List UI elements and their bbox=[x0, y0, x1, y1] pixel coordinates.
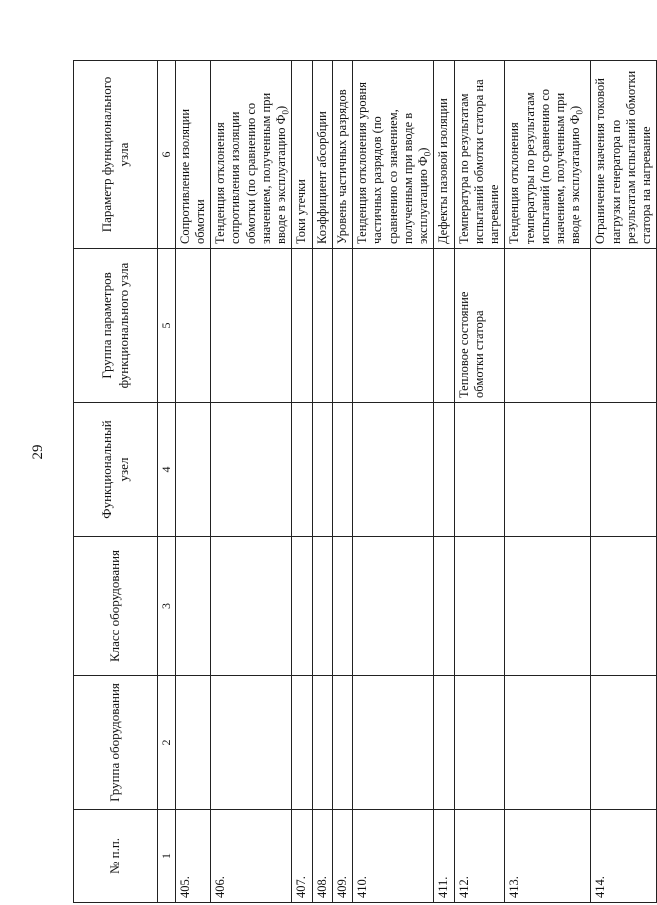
parameter-cell bbox=[211, 61, 292, 249]
equipment-group-cell bbox=[505, 676, 591, 810]
row-number: 411. bbox=[434, 810, 454, 903]
parameter-group-cell bbox=[312, 249, 332, 403]
parameter-group-cell bbox=[353, 249, 434, 403]
column-number: 4 bbox=[158, 403, 176, 537]
equipment-group-cell bbox=[591, 676, 657, 810]
header-parameter-group: Группа параметров функционального узла bbox=[74, 249, 158, 403]
column-number-row bbox=[158, 61, 176, 903]
equipment-class-cell bbox=[434, 537, 454, 676]
equipment-class-cell bbox=[312, 537, 332, 676]
parameter-group-cell bbox=[175, 249, 211, 403]
functional-node-cell bbox=[211, 403, 292, 537]
parameter-group-cell bbox=[591, 249, 657, 403]
row-number: 407. bbox=[292, 810, 312, 903]
table-row bbox=[312, 61, 332, 903]
column-number: 1 bbox=[158, 810, 176, 903]
parameter-text-end: ) bbox=[416, 147, 431, 152]
row-number: 405. bbox=[175, 810, 211, 903]
row-number: 414. bbox=[591, 810, 657, 903]
header-equipment-class: Класс оборудования bbox=[74, 537, 158, 676]
parameter-subscript: 0 bbox=[280, 110, 291, 115]
equipment-class-cell bbox=[332, 537, 352, 676]
column-number: 6 bbox=[158, 61, 176, 249]
parameter-subscript: 0 bbox=[422, 151, 433, 157]
equipment-group-cell bbox=[312, 676, 332, 810]
functional-node-cell bbox=[292, 403, 312, 537]
equipment-class-cell bbox=[175, 537, 211, 676]
equipment-class-cell bbox=[292, 537, 312, 676]
table-row bbox=[292, 61, 312, 903]
row-number: 409. bbox=[332, 810, 352, 903]
functional-node-cell bbox=[505, 403, 591, 537]
table-row bbox=[591, 61, 657, 903]
equipment-group-cell bbox=[353, 676, 434, 810]
parameter-cell: Температура по результатам испытаний обмотки статора на нагревание bbox=[454, 61, 505, 249]
parameter-group-cell bbox=[434, 249, 454, 403]
table-row bbox=[505, 61, 591, 903]
row-number: 413. bbox=[505, 810, 591, 903]
parameter-text-end: ) bbox=[568, 105, 583, 111]
table-rotated-container bbox=[73, 61, 654, 903]
functional-node-cell bbox=[353, 403, 434, 537]
table-row bbox=[353, 61, 434, 903]
table-row bbox=[434, 61, 454, 903]
equipment-class-cell bbox=[591, 537, 657, 676]
parameters-table bbox=[73, 60, 657, 903]
parameter-text-end: ) bbox=[274, 105, 289, 111]
header-equipment-group: Группа оборудования bbox=[74, 676, 158, 810]
row-number: 410. bbox=[353, 810, 434, 903]
header-row bbox=[74, 61, 158, 903]
page-number: 29 bbox=[30, 444, 46, 460]
column-number: 2 bbox=[158, 676, 176, 810]
column-number: 5 bbox=[158, 249, 176, 403]
row-number: 408. bbox=[312, 810, 332, 903]
parameter-text: Тенденция отклонения температуры по результатам испытаний (по сравнению со значением, полученным при вводе в эксплуатацию Ф bbox=[507, 88, 583, 244]
functional-node-cell bbox=[454, 403, 505, 537]
functional-node-cell bbox=[591, 403, 657, 537]
parameter-cell: Дефекты пазовой изоляции bbox=[434, 61, 454, 249]
parameter-cell: Сопротивление изоляции обмотки bbox=[175, 61, 211, 249]
header-parameter: Параметр функционального узла bbox=[74, 61, 158, 249]
parameter-cell: Токи утечки bbox=[292, 61, 312, 249]
parameter-group-cell bbox=[505, 249, 591, 403]
equipment-group-cell bbox=[332, 676, 352, 810]
table-row bbox=[332, 61, 352, 903]
row-number: 412. bbox=[454, 810, 505, 903]
equipment-class-cell bbox=[353, 537, 434, 676]
functional-node-cell bbox=[332, 403, 352, 537]
equipment-group-cell bbox=[454, 676, 505, 810]
parameter-group-cell bbox=[332, 249, 352, 403]
parameter-cell: Уровень частичных разрядов bbox=[332, 61, 352, 249]
parameter-cell: Ограничение значения токовой нагрузки генератора по результатам испытаний обмотки статора на нагревание bbox=[591, 61, 657, 249]
parameter-subscript: 0 bbox=[574, 110, 585, 115]
parameter-group-cell bbox=[211, 249, 292, 403]
equipment-class-cell bbox=[505, 537, 591, 676]
parameter-group-cell bbox=[292, 249, 312, 403]
parameter-cell bbox=[505, 61, 591, 249]
parameter-cell bbox=[353, 61, 434, 249]
header-num: № п.п. bbox=[74, 810, 158, 903]
functional-node-cell bbox=[175, 403, 211, 537]
equipment-class-cell bbox=[454, 537, 505, 676]
equipment-group-cell bbox=[292, 676, 312, 810]
equipment-group-cell bbox=[434, 676, 454, 810]
parameter-text: Тенденция отклонения уровня частичных разрядов (по сравнению со значением, полученным при вводе в эксплуатацию Ф bbox=[355, 82, 431, 244]
row-number: 406. bbox=[211, 810, 292, 903]
functional-node-cell bbox=[312, 403, 332, 537]
table-row bbox=[175, 61, 211, 903]
table-row bbox=[454, 61, 505, 903]
functional-node-cell bbox=[434, 403, 454, 537]
parameter-cell: Коэффициент абсорбции bbox=[312, 61, 332, 249]
parameter-text: Тенденция отклонения сопротивления изоляции обмотки (по сравнению со значением, полученным при вводе в эксплуатацию Ф bbox=[213, 92, 289, 244]
equipment-group-cell bbox=[211, 676, 292, 810]
column-number: 3 bbox=[158, 537, 176, 676]
header-functional-node: Функциональный узел bbox=[74, 403, 158, 537]
table-row bbox=[211, 61, 292, 903]
equipment-group-cell bbox=[175, 676, 211, 810]
equipment-class-cell bbox=[211, 537, 292, 676]
parameter-group-cell: Тепловое состояние обмотки статора bbox=[454, 249, 505, 403]
